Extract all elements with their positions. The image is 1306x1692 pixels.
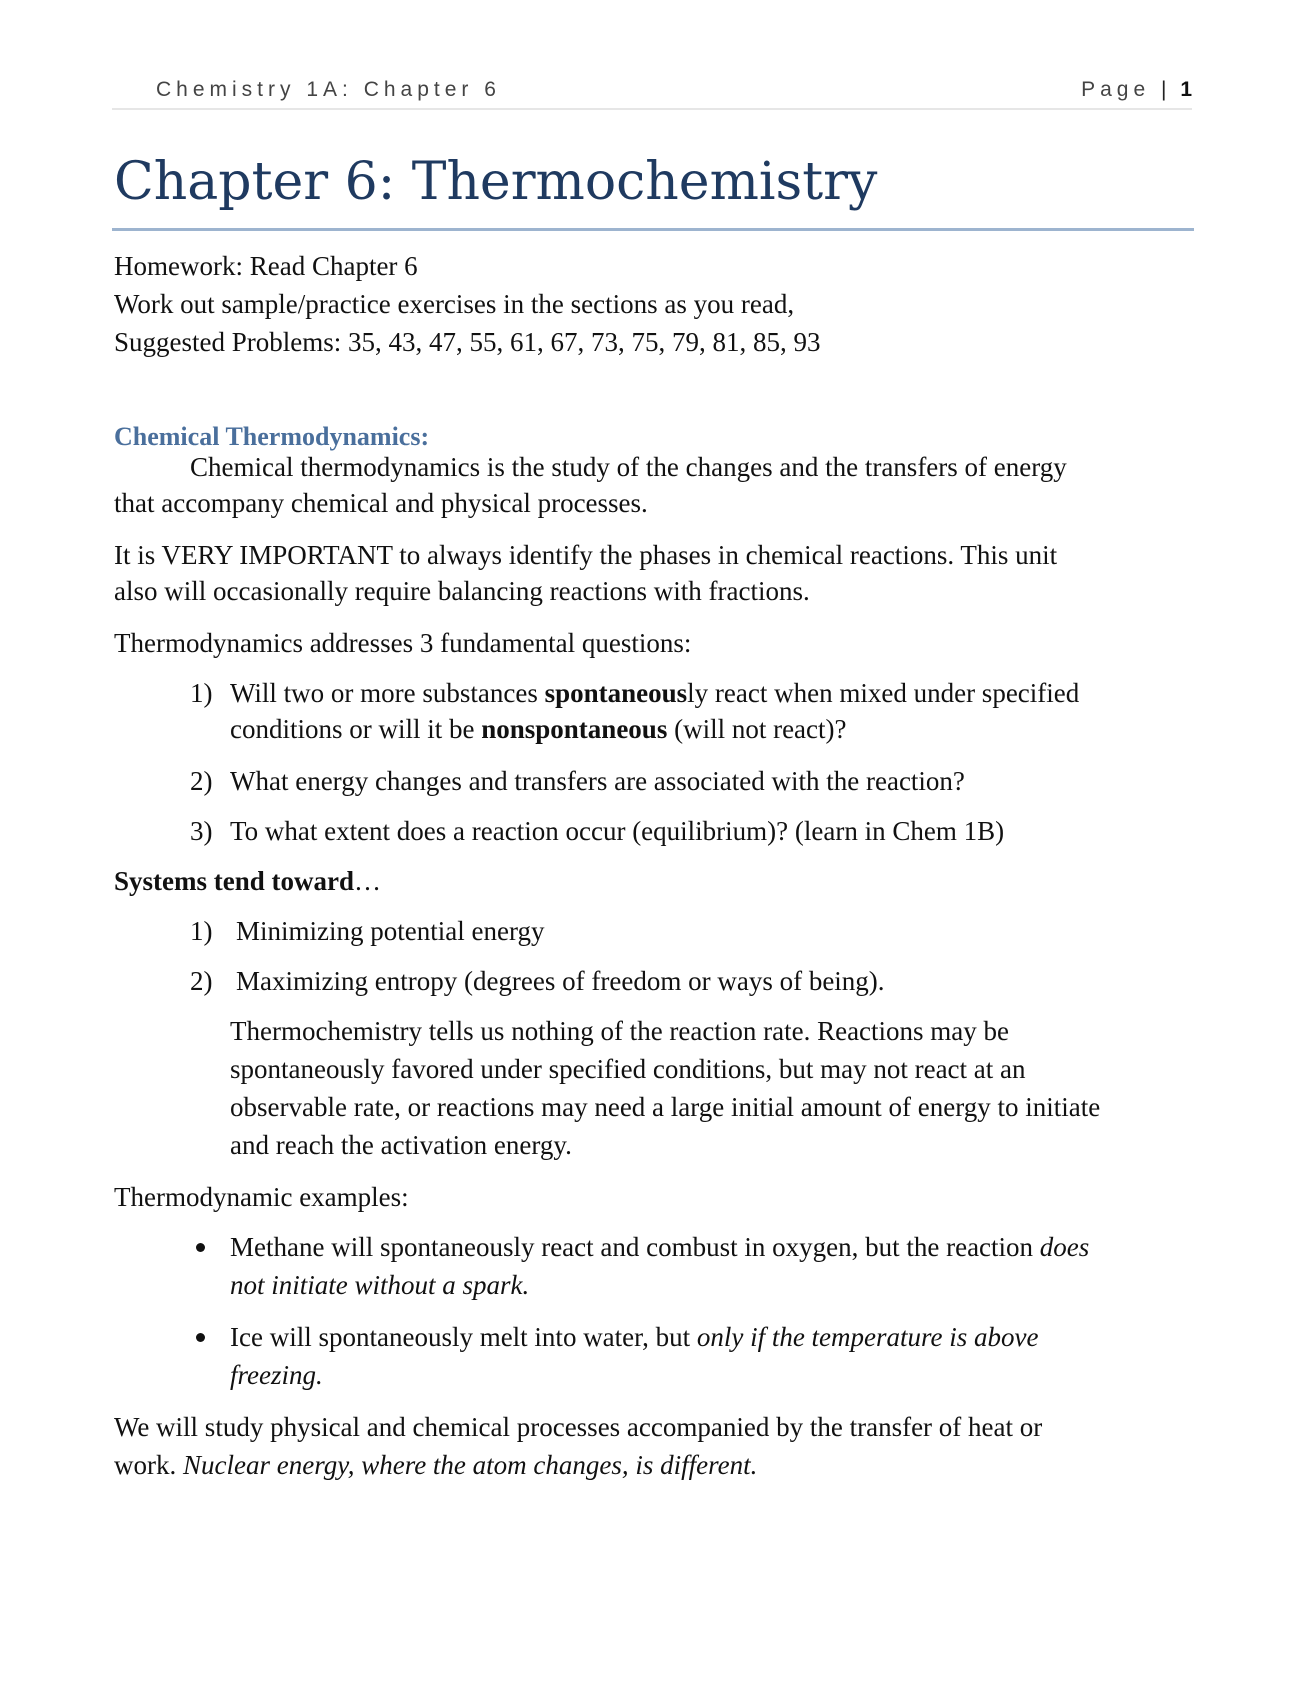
closing-line-2 (114, 1446, 757, 1484)
header-separator: | (1161, 78, 1170, 101)
example-methane (188, 1228, 1198, 1266)
homework-line-2: Work out sample/practice exercises in the sections as you read, (114, 289, 795, 319)
example-methane-line-1 (230, 1228, 1089, 1266)
example-ice-line-1 (230, 1318, 1039, 1356)
header-page-word: Page (1081, 78, 1151, 101)
systems-heading (114, 862, 381, 900)
important-line-1: It is VERY IMPORTANT to always identify the phases in chemical reactions. This unit (114, 540, 1058, 570)
question-1 (190, 674, 1190, 712)
question-1-marker: 1) (190, 678, 213, 708)
bullet-icon (196, 1243, 205, 1252)
systems-note-line-3: observable rate, or reactions may need a large initial amount of energy to initiate (230, 1092, 1101, 1122)
homework-line-1: Homework: Read Chapter 6 (114, 251, 418, 281)
question-2-marker: 2) (190, 766, 213, 796)
systems-item-2 (190, 962, 1190, 1000)
closing-italic: Nuclear energy, where the atom changes, is different. (183, 1450, 758, 1480)
intro-line-1 (114, 448, 1067, 486)
header-page-number: 1 (1180, 78, 1192, 101)
example-methane-line-2: not initiate without a spark. (230, 1270, 530, 1300)
header-course-title: Chemistry 1A: Chapter 6 (156, 78, 501, 101)
important-line-2: also will occasionally require balancing reactions with fractions. (114, 576, 810, 606)
questions-intro: Thermodynamics addresses 3 fundamental questions: (114, 628, 692, 658)
example-ice-line-2: freezing. (230, 1360, 323, 1390)
question-1-line-2 (230, 710, 847, 748)
question-3 (190, 812, 1190, 850)
page-title: Chapter 6: Thermochemistry (114, 152, 878, 212)
systems-item-1-text: Minimizing potential energy (236, 916, 545, 946)
header-page-label (1081, 78, 1192, 102)
systems-heading-bold: Systems tend toward (114, 866, 354, 896)
systems-note-line-2: spontaneously favored under specified conditions, but may not react at an (230, 1054, 1026, 1084)
question-1-part-f: (will not react)? (667, 714, 847, 744)
intro-line-2: that accompany chemical and physical processes. (114, 488, 648, 518)
example-ice (188, 1318, 1198, 1356)
intro-text-1: Chemical thermodynamics is the study of the changes and the transfers of energy (190, 452, 1067, 482)
examples-heading: Thermodynamic examples: (114, 1182, 409, 1212)
bullet-icon (196, 1333, 205, 1342)
systems-item-2-marker: 2) (190, 966, 213, 996)
section-heading: Chemical Thermodynamics: (114, 422, 430, 451)
question-3-marker: 3) (190, 816, 213, 846)
example-ice-part-a: Ice will spontaneously melt into water, but (230, 1322, 697, 1352)
example-methane-italic-a: does (1039, 1232, 1090, 1262)
question-2 (190, 762, 1190, 800)
example-methane-part-a: Methane will spontaneously react and combust in oxygen, but the reaction (230, 1232, 1040, 1262)
question-1-bold-spontaneous: spontaneous (544, 678, 688, 708)
systems-note-line-1: Thermochemistry tells us nothing of the reaction rate. Reactions may be (230, 1016, 1010, 1046)
question-3-text: To what extent does a reaction occur (equilibrium)? (learn in Chem 1B) (230, 816, 1005, 846)
example-ice-italic-a: only if the temperature is above (696, 1322, 1039, 1352)
question-1-line-1 (230, 674, 1079, 712)
systems-item-1 (190, 912, 1190, 950)
systems-item-1-marker: 1) (190, 916, 213, 946)
systems-item-2-text: Maximizing entropy (degrees of freedom or ways of being). (236, 966, 885, 996)
systems-heading-ellipsis: … (354, 866, 381, 896)
question-2-text: What energy changes and transfers are associated with the reaction? (230, 766, 965, 796)
question-1-bold-nonspontaneous: nonspontaneous (481, 714, 668, 744)
homework-line-3: Suggested Problems: 35, 43, 47, 55, 61, 67, 73, 75, 79, 81, 85, 93 (114, 327, 821, 357)
systems-note-line-4: and reach the activation energy. (230, 1130, 572, 1160)
question-1-continued (190, 710, 1190, 748)
closing-line-1: We will study physical and chemical processes accompanied by the transfer of heat or (114, 1412, 1043, 1442)
title-underline (112, 228, 1194, 231)
question-1-part-c: ly react when mixed under specified (687, 678, 1080, 708)
closing-part-a: work. (114, 1450, 183, 1480)
running-header (112, 76, 1192, 110)
question-1-part-d: conditions or will it be (230, 714, 482, 744)
question-1-part-a: Will two or more substances (230, 678, 545, 708)
